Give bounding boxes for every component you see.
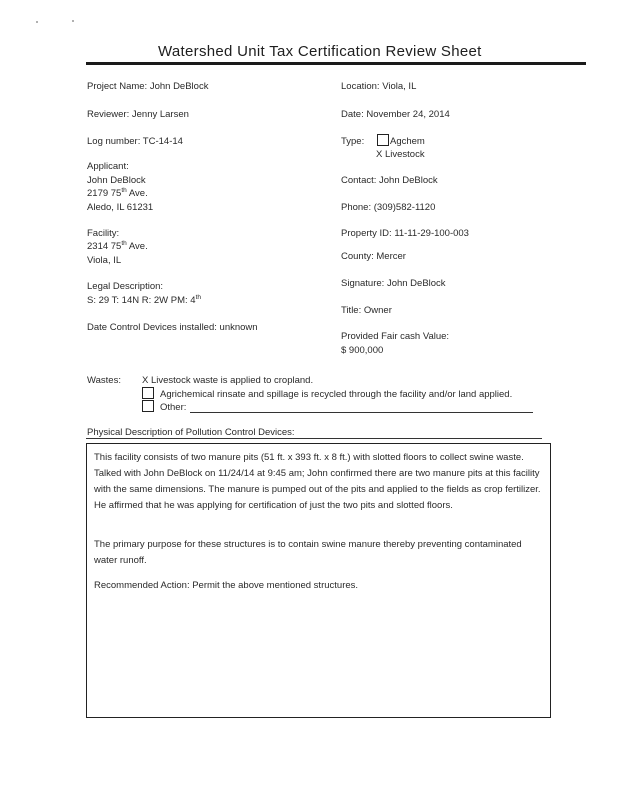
agrichemical-checkbox[interactable] — [142, 387, 154, 399]
county-field: County: Mercer — [341, 251, 406, 262]
physical-description-heading: Physical Description of Pollution Control Devices: — [87, 427, 295, 438]
applicant-name: John DeBlock — [87, 175, 146, 186]
applicant-street-number: 2179 75 — [87, 188, 122, 199]
facility-label: Facility: — [87, 228, 120, 239]
agchem-checkbox[interactable] — [377, 134, 389, 146]
facility-street-number: 2314 75 — [87, 241, 122, 252]
date-control-devices: Date Control Devices installed: unknown — [87, 322, 258, 333]
page-title: Watershed Unit Tax Certification Review Sheet — [158, 43, 482, 60]
description-box — [86, 443, 551, 718]
facility-street — [87, 241, 148, 252]
applicant-street-sup: th — [121, 186, 127, 194]
phone-field: Phone: (309)582-1120 — [341, 202, 436, 213]
scan-speck — [72, 20, 74, 22]
legal-description-value — [87, 295, 201, 306]
wastes-option-agrichemical: Agrichemical rinsate and spillage is recycled through the facility and/or land applied. — [160, 389, 513, 400]
type-label: Type: — [341, 136, 365, 147]
heading-rule — [86, 438, 542, 439]
description-paragraph-1: This facility consists of two manure pits (51 ft. x 393 ft. x 8 ft.) with slotted floors to collect swine waste. Talked with John DeBlock on 11/24/14 at 9:45 am; John confirmed there are two manure pits at this facility with the same dimensions. The manure is pumped out of the pits and applied to the fields as crop fertilizer. He affirmed that he was applying for certification of just the two pits and slotted floors. — [94, 452, 541, 511]
title-field: Title: Owner — [341, 305, 392, 316]
wastes-option-other: Other: — [160, 402, 187, 413]
facility-street-suffix: Ave. — [126, 241, 148, 252]
description-paragraph-3: Recommended Action: Permit the above mentioned structures. — [94, 580, 359, 591]
applicant-street-suffix: Ave. — [126, 188, 148, 199]
scan-speck — [36, 21, 38, 23]
wastes-option-livestock: X Livestock waste is applied to cropland. — [142, 375, 314, 386]
fair-cash-label: Provided Fair cash Value: — [341, 331, 450, 342]
log-number-field: Log number: TC-14-14 — [87, 136, 183, 147]
signature-field: Signature: John DeBlock — [341, 278, 446, 289]
date-field: Date: November 24, 2014 — [341, 109, 450, 120]
other-checkbox[interactable] — [142, 400, 154, 412]
title-rule — [86, 62, 586, 65]
legal-description-sup: th — [195, 293, 202, 301]
property-id-field: Property ID: 11-11-29-100-003 — [341, 228, 469, 239]
fair-cash-value: $ 900,000 — [341, 345, 384, 356]
location-field: Location: Viola, IL — [341, 81, 417, 92]
project-name-field: Project Name: John DeBlock — [87, 81, 209, 92]
facility-street-sup: th — [121, 239, 127, 247]
applicant-city: Aledo, IL 61231 — [87, 202, 154, 213]
applicant-label: Applicant: — [87, 161, 129, 172]
legal-description-label: Legal Description: — [87, 281, 164, 292]
contact-field: Contact: John DeBlock — [341, 175, 438, 186]
facility-city: Viola, IL — [87, 255, 122, 266]
applicant-street — [87, 188, 148, 199]
type-option-agchem: Agchem — [390, 136, 425, 147]
reviewer-field: Reviewer: Jenny Larsen — [87, 109, 189, 120]
legal-description-text: S: 29 T: 14N R: 2W PM: 4 — [87, 295, 196, 306]
description-paragraph-2: The primary purpose for these structures is to contain swine manure thereby preventing contaminated water runoff. — [94, 539, 522, 566]
wastes-label: Wastes: — [87, 375, 121, 386]
type-option-livestock: X Livestock — [376, 149, 425, 160]
other-underline — [190, 412, 533, 413]
